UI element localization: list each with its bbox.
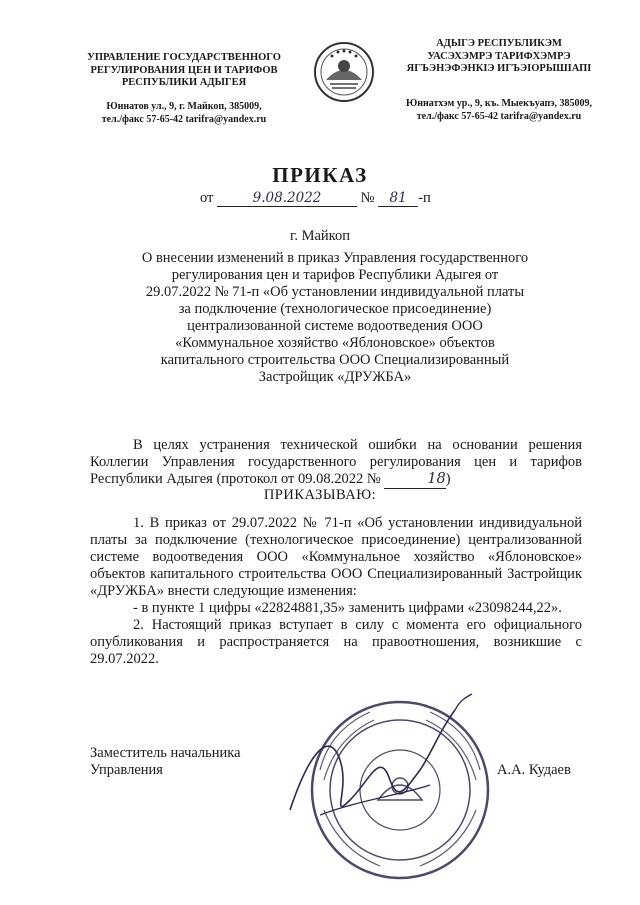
number-sign: № <box>360 190 375 206</box>
org-address-adyghe <box>388 98 610 123</box>
city: г. Майкоп <box>290 228 350 244</box>
position-line: Управления <box>90 762 163 778</box>
order-item-1-change: - в пункте 1 цифры «22824881,35» заменить цифрами «23098244,22». <box>133 600 562 616</box>
handwritten-signature-icon <box>280 690 480 840</box>
document-subject: О внесении изменений в приказ Управления государственного регулирования цен и тарифов Республики Адыгея от 29.07.2022 № 71-п «Об установлении индивидуальной платы за подключение (технологическое присоединение) централизованной системе водоотведения ООО «Коммунальное хозяйство «Яблоновское» объектов капитального строительства ООО Специализированный Застройщик «ДРУЖБА» <box>141 250 529 385</box>
preamble-text: В целях устранения технической ошибки на основании решения Коллегии Управления государственного регулирования цен и тарифов Республики Адыгея (протокол от 09.08.2022 № <box>90 437 582 487</box>
signatory-name: А.А. Кудаев <box>497 762 571 778</box>
preamble <box>90 437 582 489</box>
org-name-line: РЕГУЛИРОВАНИЯ ЦЕН И ТАРИФОВ <box>90 64 278 76</box>
preamble-close: ) <box>445 471 451 487</box>
address-line: тел./факс 57-65-42 tarifra@yandex.ru <box>416 110 582 122</box>
handwritten-date: 9.08.2022 <box>217 190 357 207</box>
org-name-line: УАСЭХЭМРЭ ТАРИФХЭМРЭ <box>427 50 571 62</box>
adygea-emblem-icon <box>312 40 376 104</box>
org-name-russian <box>68 52 300 90</box>
number-suffix: -п <box>418 190 431 206</box>
date-prefix: от <box>200 190 214 206</box>
org-name-adyghe <box>388 38 610 76</box>
signatory-position <box>90 745 241 779</box>
org-address-russian <box>68 101 300 126</box>
handwritten-protocol-number: 18 <box>384 471 445 489</box>
order-item-1: 1. В приказ от 29.07.2022 № 71-п «Об установлении индивидуальной платы за подключение (технологическое присоединение) централизованной системе водоотведения ООО «Коммунальное хозяйство «Яблоновское» объектов капитального строительства ООО Специализированный Застройщик «ДРУЖБА» внести следующие изменения: <box>90 515 582 599</box>
org-name-line: АДЫГЭ РЕСПУБЛИКЭМ <box>436 38 562 49</box>
address-line: Юннатхэм ур., 9, къ. Мыекъуапэ, 385009, <box>405 98 593 109</box>
document-title: ПРИКАЗ <box>272 163 368 187</box>
order-item-2: 2. Настоящий приказ вступает в силу с момента его официального опубликования и распространяется на правоотношения, возникшие с 29.07.2022. <box>90 617 582 667</box>
org-name-line: ЯГЪЭНЭФЭНКIЭ ИГЪЭIОРЫШIАПI <box>406 63 592 74</box>
address-line: тел./факс 57-65-42 tarifra@yandex.ru <box>101 113 267 125</box>
org-name-line: УПРАВЛЕНИЕ ГОСУДАРСТВЕННОГО <box>87 52 281 63</box>
handwritten-number: 81 <box>378 190 418 207</box>
org-name-line: РЕСПУБЛИКИ АДЫГЕЯ <box>121 77 247 88</box>
order-date-number <box>200 190 500 207</box>
position-line: Заместитель начальника <box>90 745 241 761</box>
order-word: ПРИКАЗЫВАЮ: <box>263 487 377 503</box>
order-items <box>90 515 582 668</box>
address-line: Юннатов ул., 9, г. Майкоп, 385009, <box>106 101 262 112</box>
